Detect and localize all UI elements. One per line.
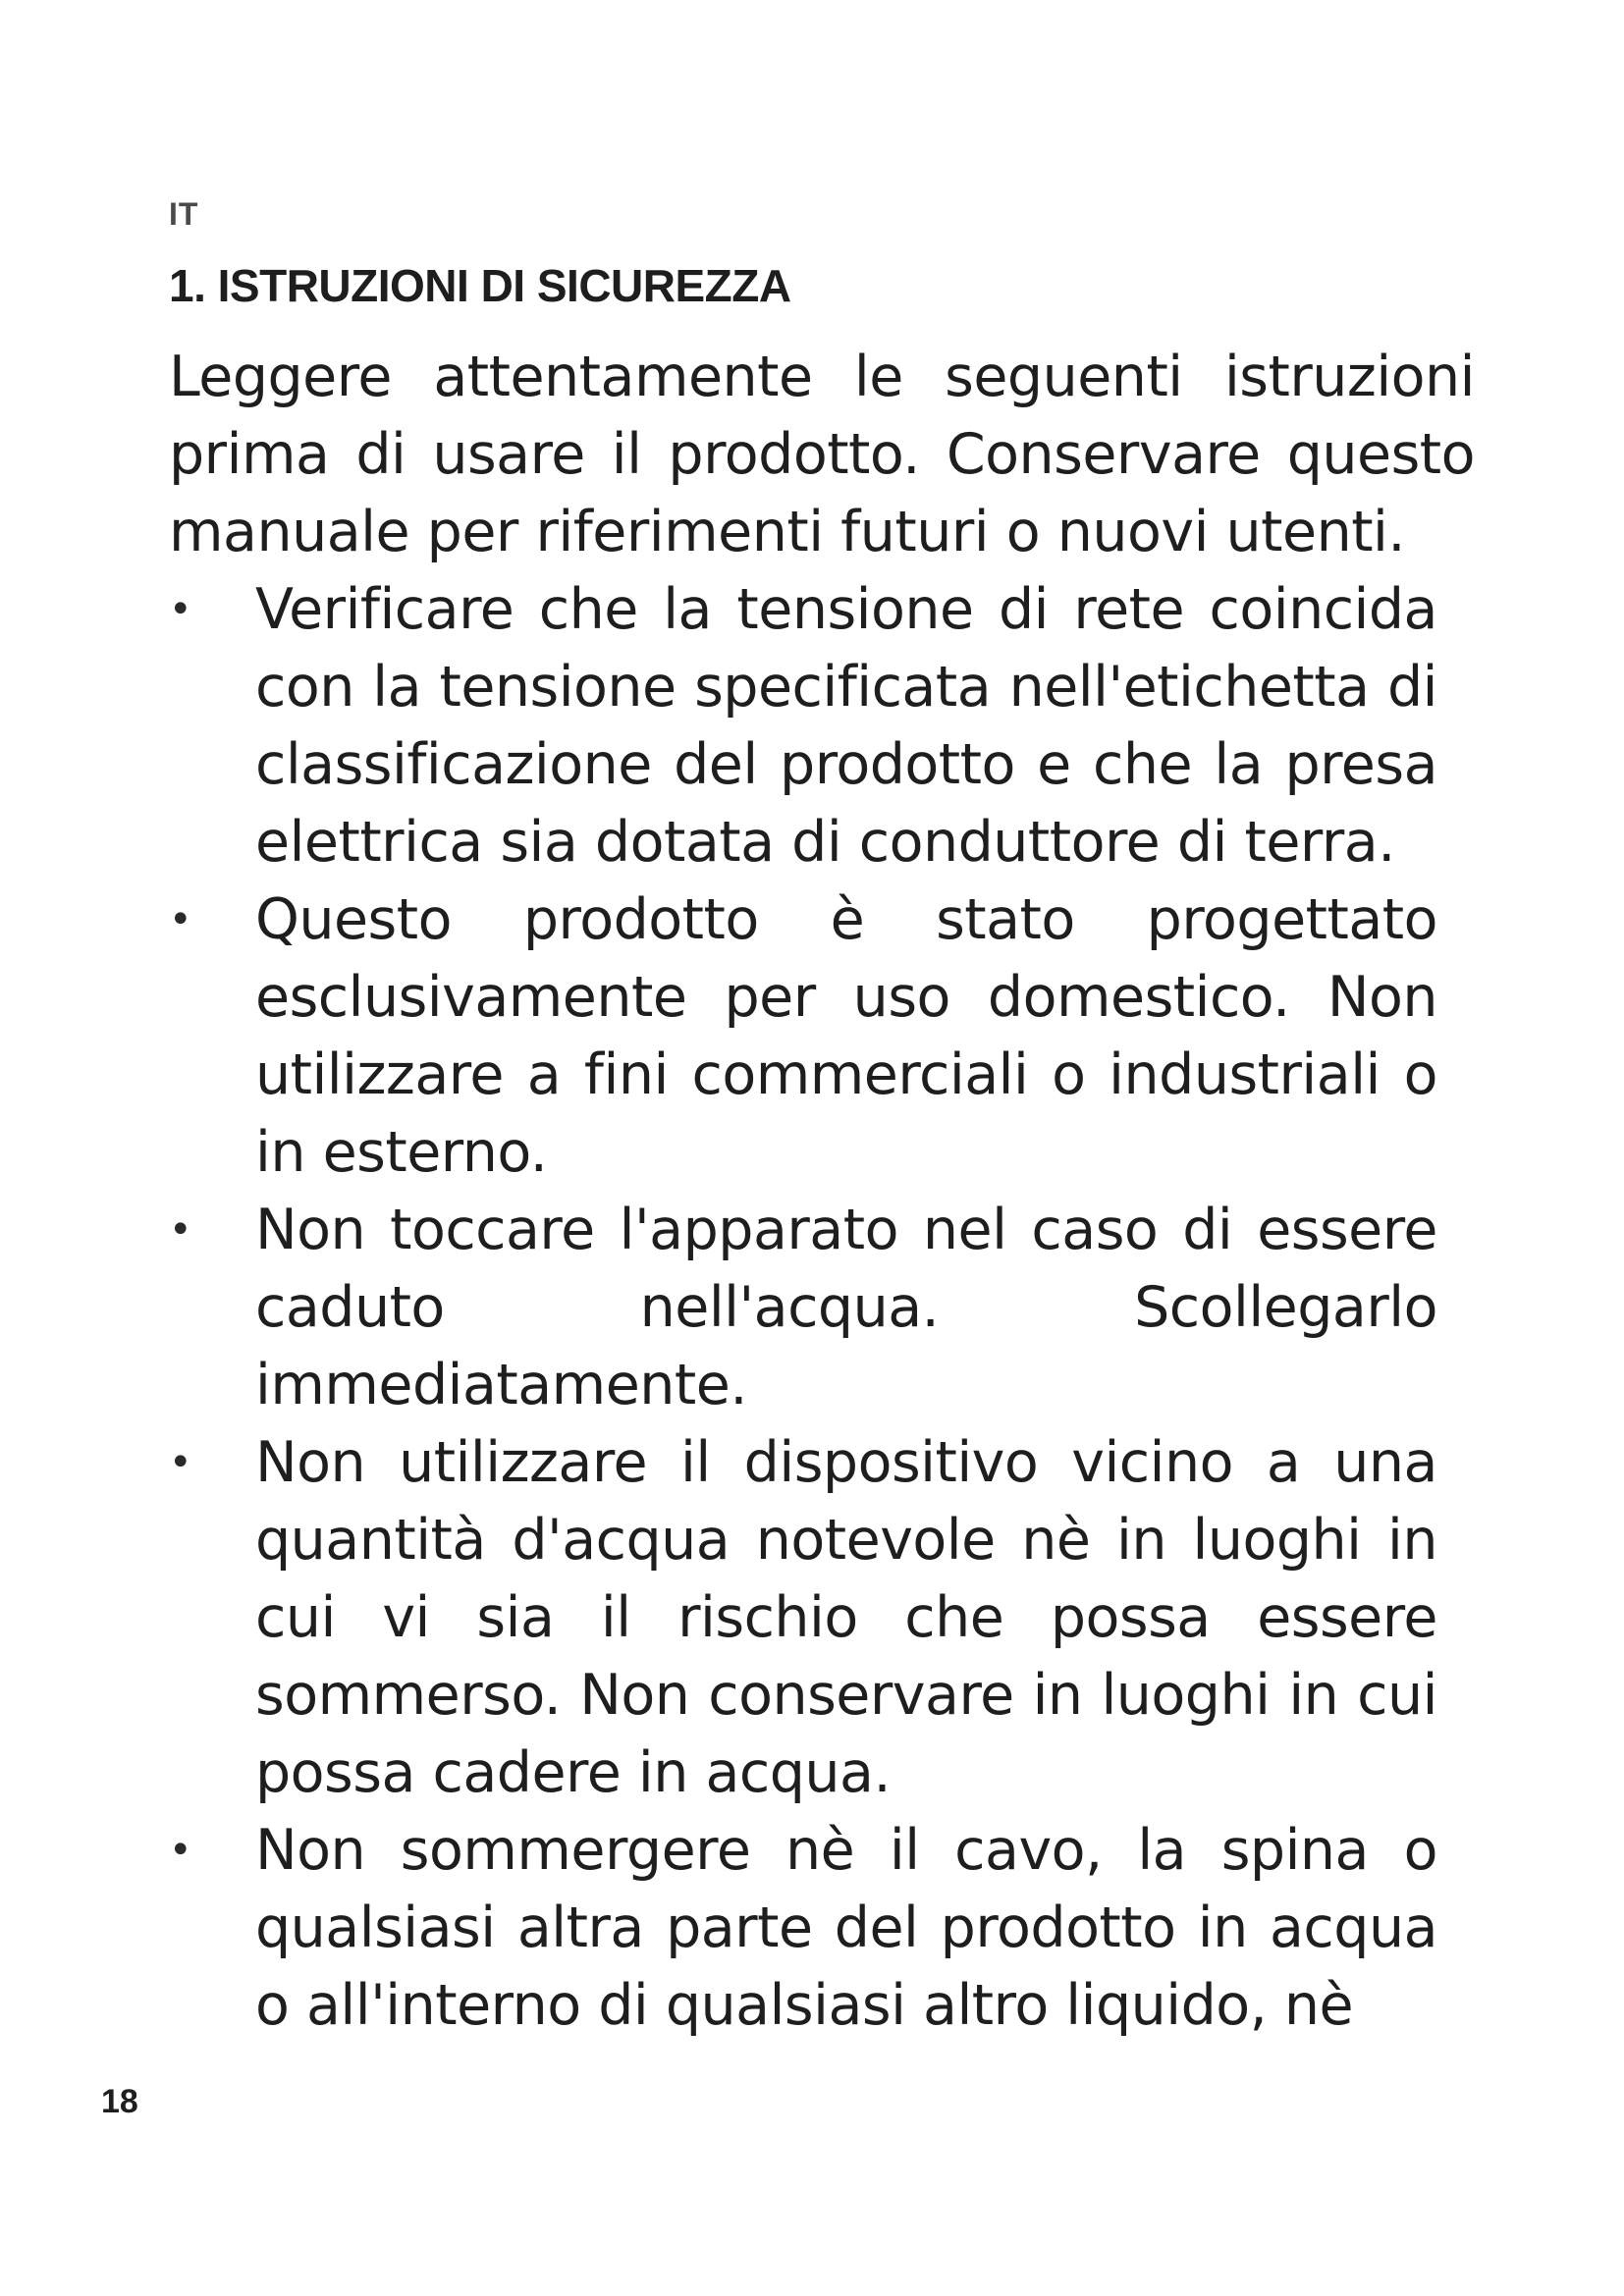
bullet-icon: • [169,1828,192,1873]
list-item-text: Non toccare l'apparato nel caso di essere caduto nell'acqua. Scollegarlo immediatamente. [255,1198,1437,1417]
page-number: 18 [101,2083,138,2120]
list-item-text: Non sommergere nè il cavo, la spina o qualsiasi altra parte del prodotto in acqua o all'interno di qualsiasi altro liquido, nè [255,1818,1437,2038]
intro-paragraph: Leggere attentamente le seguenti istruzioni prima di usare il prodotto. Conservare questo manuale per riferimenti futuri o nuovi utenti. [169,345,1475,564]
list-item [169,881,1475,1192]
language-code: IT [169,196,199,232]
bullet-icon: • [169,587,192,632]
list-item [169,1424,1475,1812]
section-title: 1. ISTRUZIONI DI SICUREZZA [169,260,791,311]
list-item [169,571,1475,881]
bullet-icon: • [169,1440,192,1485]
list-item-text: Verificare che la tensione di rete coincida con la tensione specificata nell'etichetta di classificazione del prodotto e che la presa elettrica sia dotata di conduttore di terra. [255,577,1437,875]
content-body [169,339,1475,2045]
bullet-icon: • [169,1207,192,1253]
bullet-icon: • [169,897,192,942]
list-item [169,1192,1475,1424]
list-item-text: Questo prodotto è stato progettato esclusivamente per uso domestico. Non utilizzare a fini commerciali o industriali o in esterno. [255,887,1437,1185]
list-item [169,1812,1475,2045]
safety-instructions-list [169,571,1475,2045]
list-item-text: Non utilizzare il dispositivo vicino a una quantità d'acqua notevole nè in luoghi in cui vi sia il rischio che possa essere sommerso. Non conservare in luoghi in cui possa cadere in acqua. [255,1430,1437,1805]
